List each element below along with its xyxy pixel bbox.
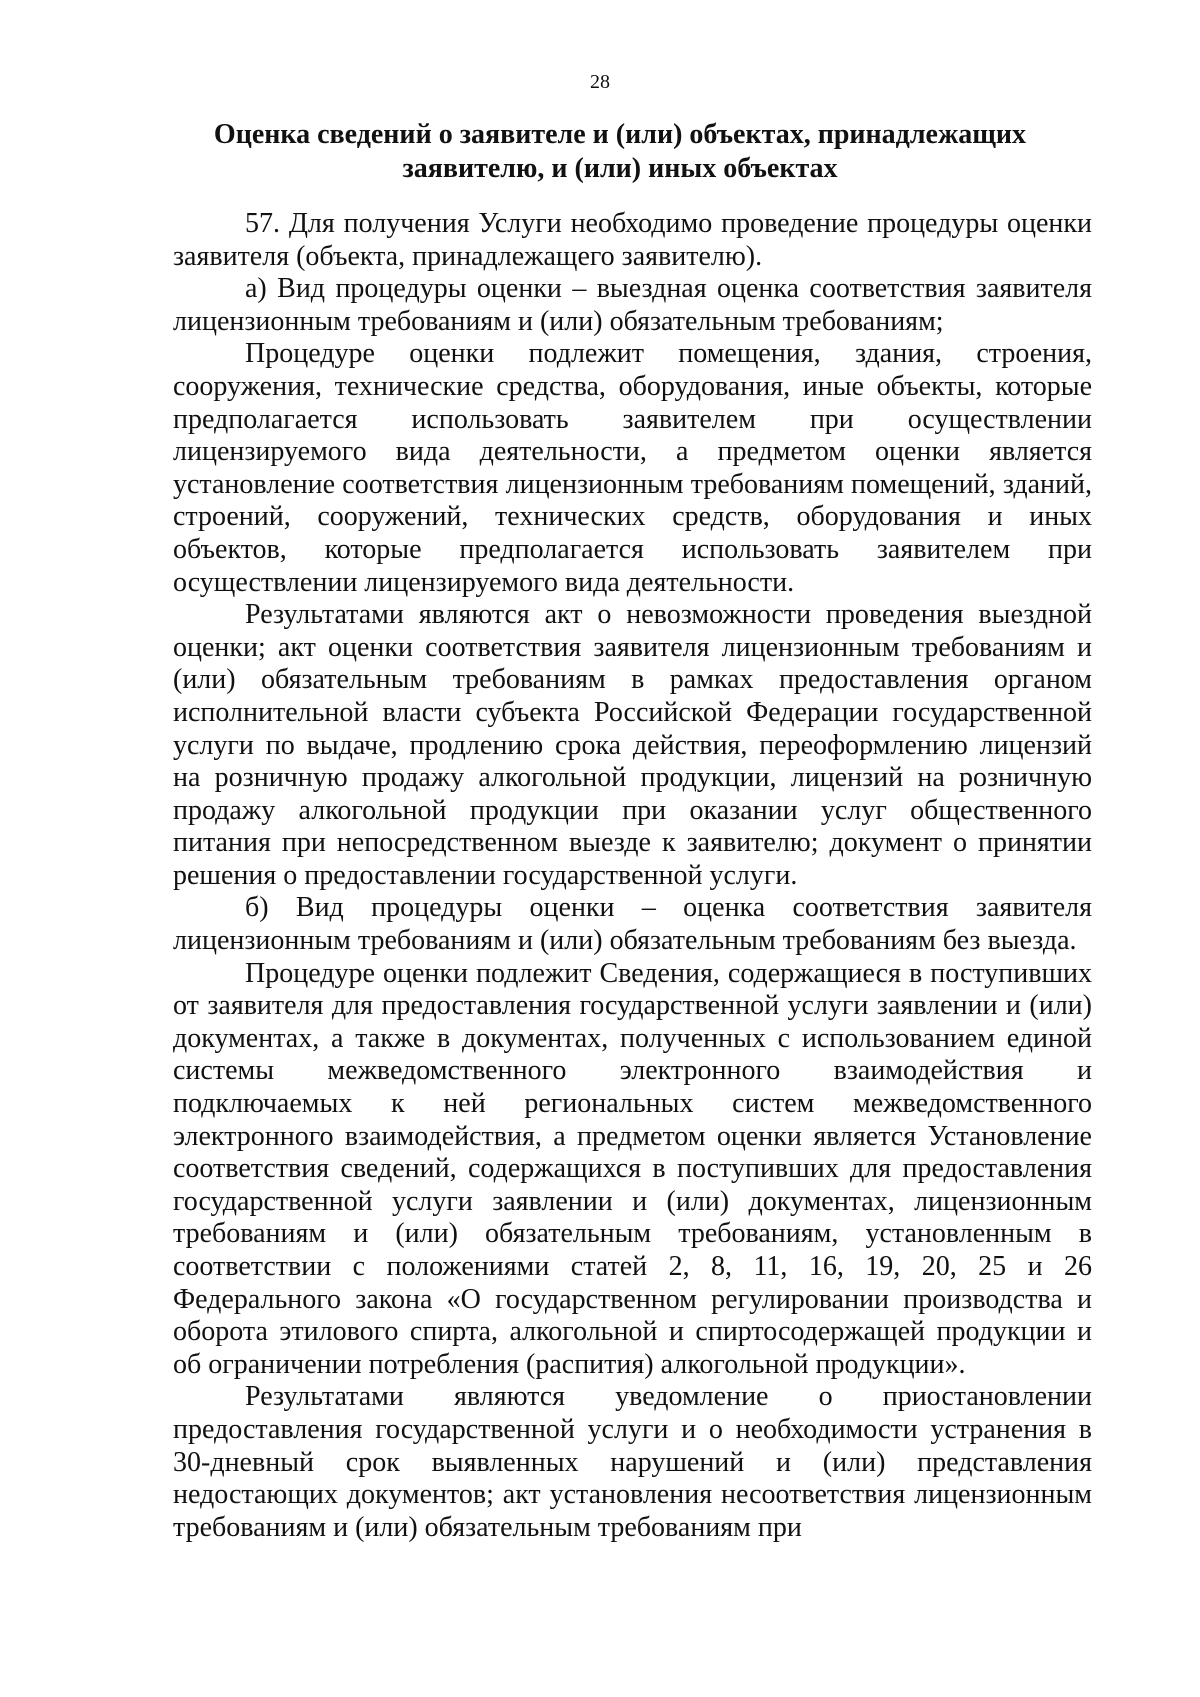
paragraph-a-procedure-type: а) Вид процедуры оценки – выездная оценка соответствия заявителя лицензионным требованиям и (или) обязательным требованиям; xyxy=(173,273,1092,337)
paragraph-a-results: Результатами являются акт о невозможности проведения выездной оценки; акт оценки соответствия заявителя лицензионным требованиям и (или) обязательным требованиям в рамках предоставления органом исполнительной власти субъекта Российской Федерации государственной услуги по выдаче, продлению срока действия, переоформлению лицензий на розничную продажу алкогольной продукции, лицензий на розничную продажу алкогольной продукции при оказании услуг общественного питания при непосредственном выезде к заявителю; документ о принятии решения о предоставлении государственной услуги. xyxy=(173,599,1092,891)
paragraph-57-intro: 57. Для получения Услуги необходимо проведение процедуры оценки заявителя (объекта, принадлежащего заявителю). xyxy=(173,208,1092,272)
page-number: 28 xyxy=(590,71,610,93)
body-text xyxy=(173,208,1092,1544)
paragraph-b-subject: Процедуре оценки подлежит Сведения, содержащиеся в поступивших от заявителя для предоставления государственной услуги заявлении и (или) документах, а также в документах, полученных с использованием единой системы межведомственного электронного взаимодействия и подключаемых к ней региональных систем межведомственного электронного взаимодействия, а предметом оценки является Установление соответствия сведений, содержащихся в поступивших для предоставления государственной услуги заявлении и (или) документах, лицензионным требованиям и (или) обязательным требованиям, установленным в соответствии с положениями статей 2, 8, 11, 16, 19, 20, 25 и 26 Федерального закона «О государственном регулировании производства и оборота этилового спирта, алкогольной и спиртосодержащей продукции и об ограничении потребления (распития) алкогольной продукции». xyxy=(173,957,1092,1380)
paragraph-a-subject: Процедуре оценки подлежит помещения, здания, строения, сооружения, технические средства, оборудования, иные объекты, которые предполагается использовать заявителем при осуществлении лицензируемого вида деятельности, а предметом оценки является установление соответствия лицензионным требованиям помещений, зданий, строений, сооружений, технических средств, оборудования и иных объектов, которые предполагается использовать заявителем при осуществлении лицензируемого вида деятельности. xyxy=(173,338,1092,598)
paragraph-b-procedure-type: б) Вид процедуры оценки – оценка соответствия заявителя лицензионным требованиям и (или) обязательным требованиям без выезда. xyxy=(173,892,1092,957)
paragraph-b-results: Результатами являются уведомление о приостановлении предоставления государственной услуги и о необходимости устранения в 30-дневный срок выявленных нарушений и (или) представления недостающих документов; акт установления несоответствия лицензионным требованиям и (или) обязательным требованиям при xyxy=(173,1381,1092,1543)
section-heading: Оценка сведений о заявителе и (или) объектах, принадлежащих заявителю, и (или) иных объектах xyxy=(213,119,1027,184)
